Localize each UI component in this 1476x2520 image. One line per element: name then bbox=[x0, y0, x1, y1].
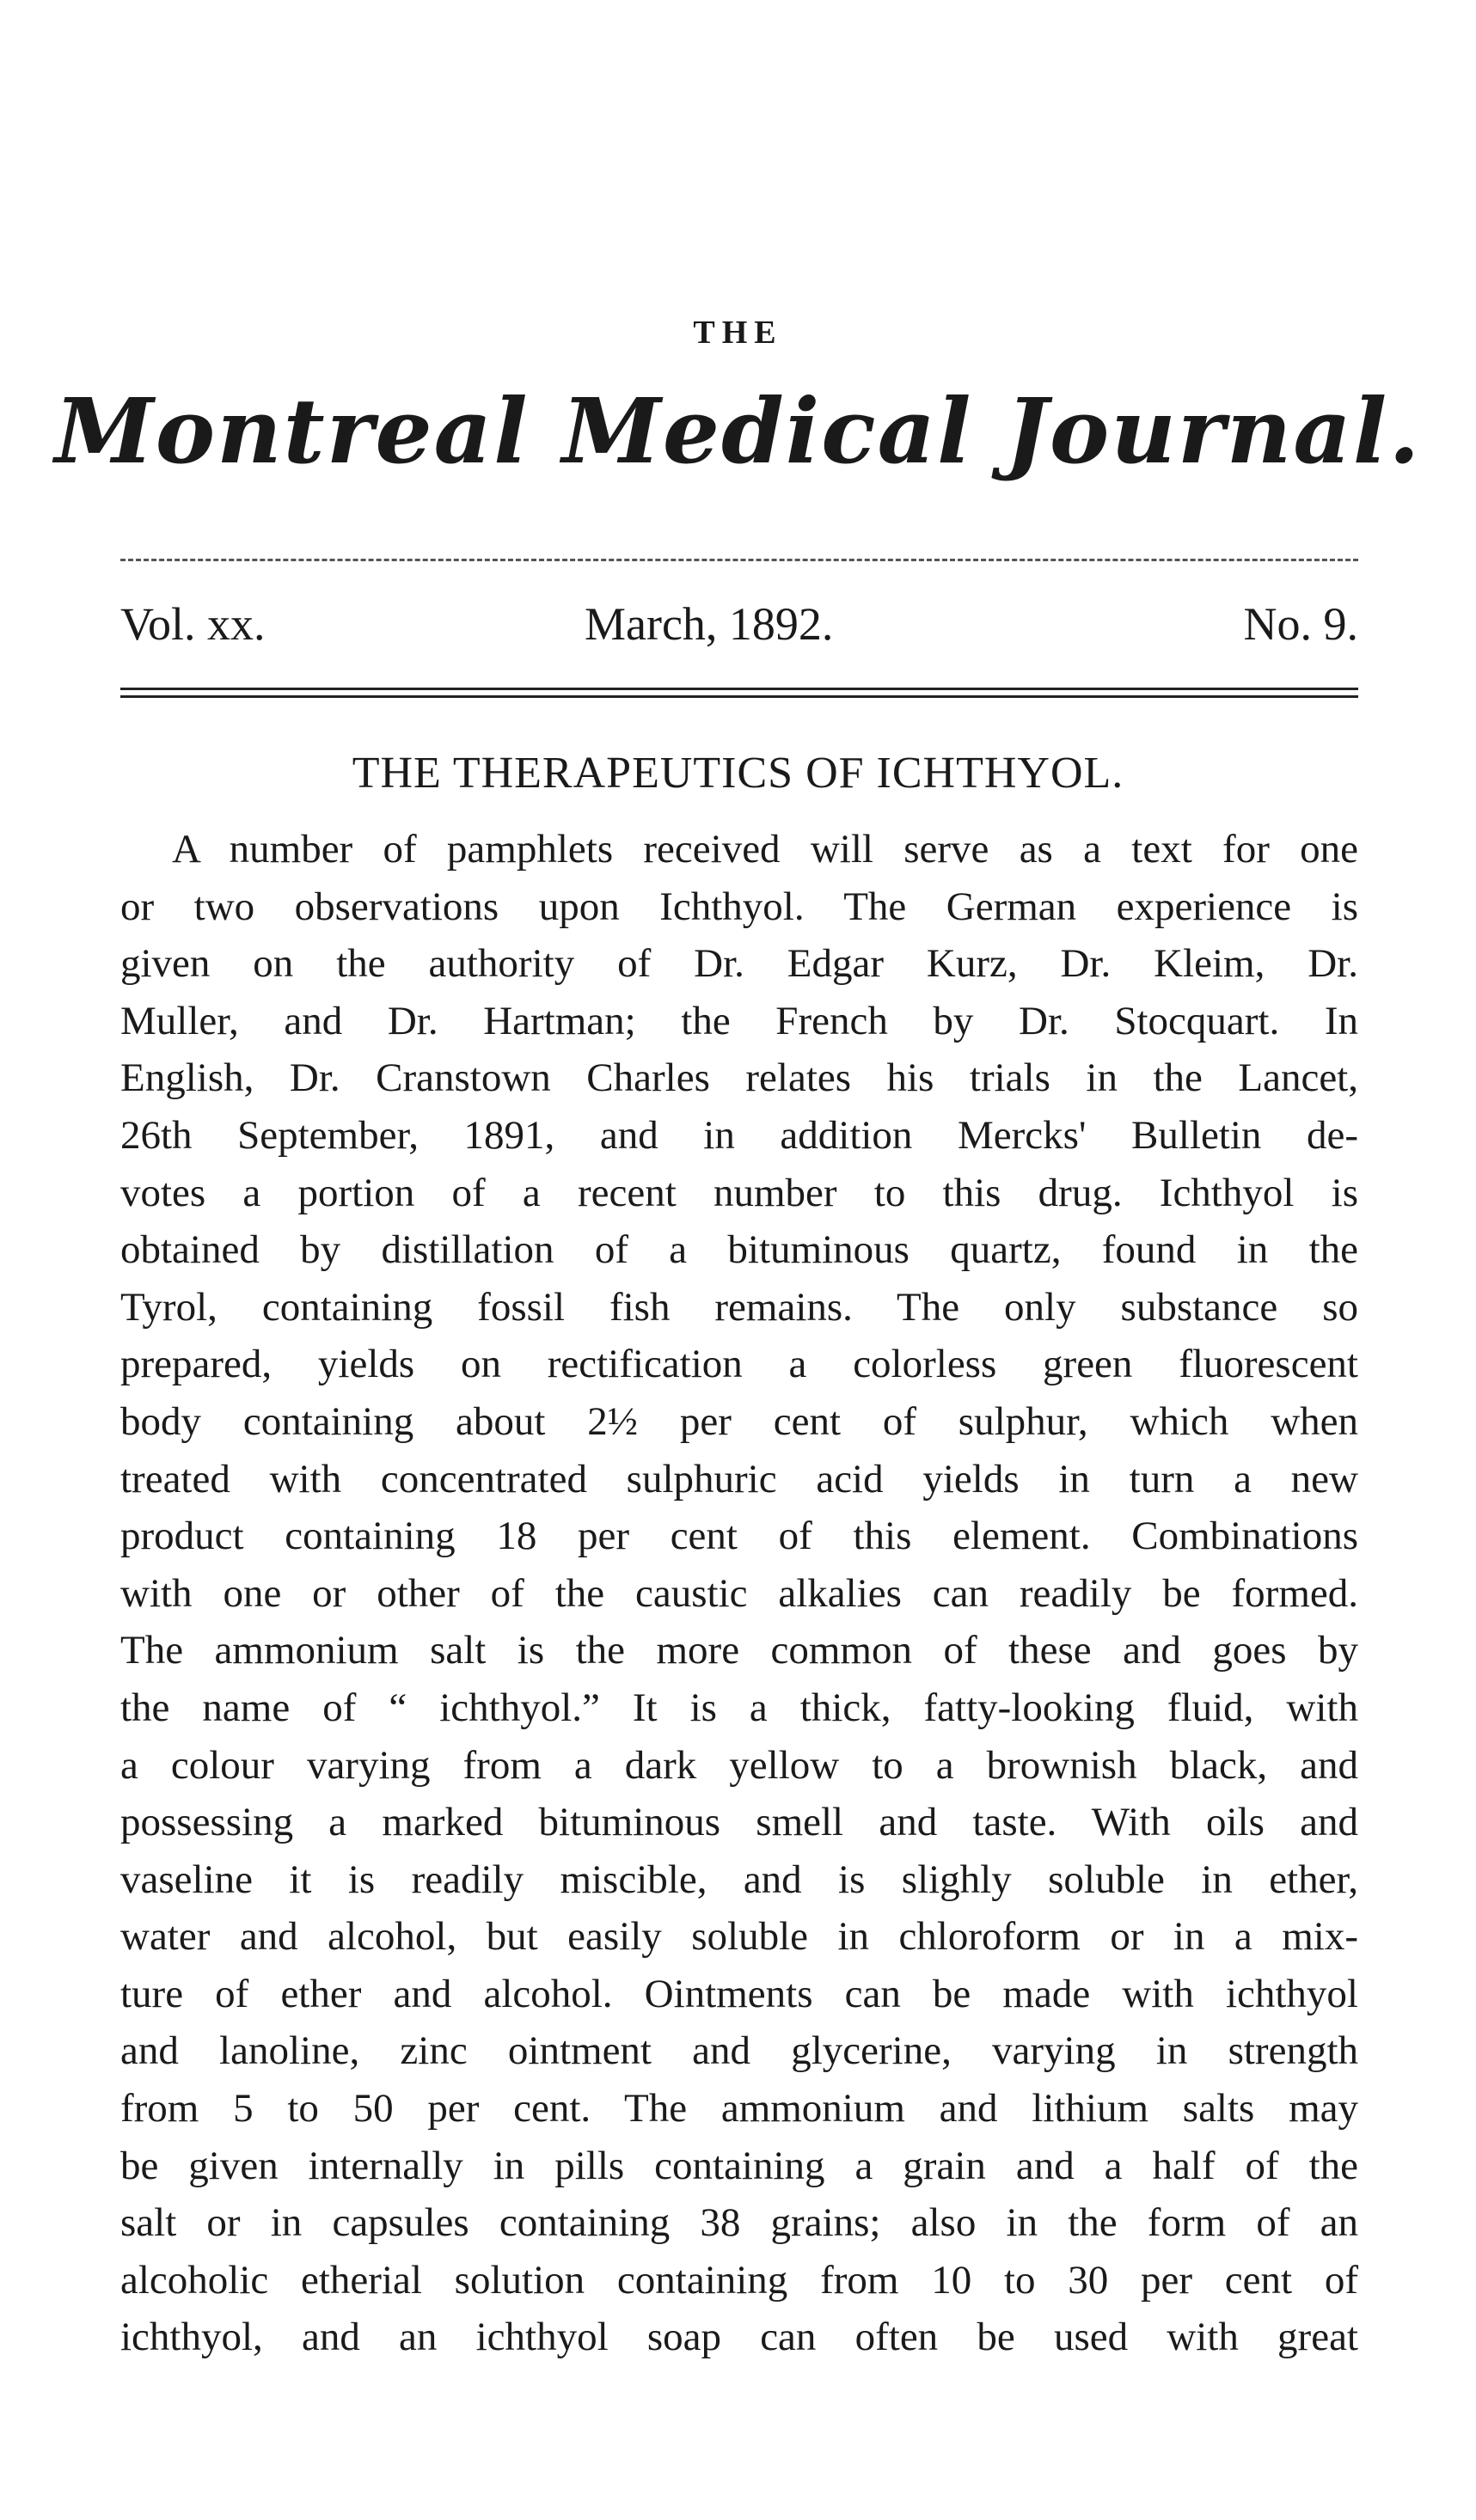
article-body bbox=[120, 821, 1358, 2366]
text-line: from 5 to 50 per cent. The ammonium and lithium salts may bbox=[120, 2086, 1358, 2132]
text-line: body containing about 2½ per cent of sulphur, which when bbox=[120, 1398, 1358, 1444]
text-line: or two observations upon Ichthyol. The German experience is bbox=[120, 884, 1358, 929]
double-rule bbox=[120, 688, 1358, 698]
text-line: salt or in capsules containing 38 grains; also in the form of an bbox=[120, 2200, 1358, 2246]
issue-line bbox=[120, 597, 1358, 658]
text-line: alcoholic etherial solution containing from 10 to 30 per cent of bbox=[120, 2257, 1358, 2303]
text-line: the name of “ ichthyol.” It is a thick, fatty-looking fluid, with bbox=[120, 1685, 1358, 1730]
text-line: English, Dr. Cranstown Charles relates his trials in the Lancet, bbox=[120, 1055, 1358, 1101]
text-line: possessing a marked bituminous smell and taste. With oils and bbox=[120, 1800, 1358, 1845]
text-line: ichthyol, and an ichthyol soap can often be used with great bbox=[120, 2315, 1358, 2360]
text-line: Muller, and Dr. Hartman; the French by Dr. Stocquart. In bbox=[120, 998, 1358, 1043]
article-title: THE THERAPEUTICS OF ICHTHYOL. bbox=[352, 749, 1124, 798]
text-line: ture of ether and alcohol. Ointments can be made with ichthyol bbox=[120, 1971, 1358, 2016]
text-line: treated with concentrated sulphuric acid yields in turn a new bbox=[120, 1456, 1358, 1502]
text-line: product containing 18 per cent of this element. Combinations bbox=[120, 1514, 1358, 1559]
text-line: and lanoline, zinc ointment and glycerine, varying in strength bbox=[120, 2028, 1358, 2074]
text-line: given on the authority of Dr. Edgar Kurz, Dr. Kleim, Dr. bbox=[120, 941, 1358, 987]
text-line: with one or other of the caustic alkalies can readily be formed. bbox=[120, 1570, 1358, 1616]
text-line: votes a portion of a recent number to this drug. Ichthyol is bbox=[120, 1170, 1358, 1215]
text-line: prepared, yields on rectification a colorless green fluorescent bbox=[120, 1342, 1358, 1387]
text-line: a colour varying from a dark yellow to a brownish black, and bbox=[120, 1742, 1358, 1788]
text-line: vaseline it is readily miscible, and is slighly soluble in ether, bbox=[120, 1856, 1358, 1902]
dashed-rule bbox=[120, 559, 1358, 561]
text-line: Tyrol, containing fossil fish remains. The only substance so bbox=[120, 1284, 1358, 1330]
text-line: water and alcohol, but easily soluble in chloroform or in a mix- bbox=[120, 1914, 1358, 1960]
text-line: 26th September, 1891, and in addition Mercks' Bulletin de- bbox=[120, 1112, 1358, 1158]
journal-title: Montreal Medical Journal. bbox=[54, 378, 1422, 484]
text-line: A number of pamphlets received will serve as a text for one bbox=[172, 827, 1358, 872]
issue-date: March, 1892. bbox=[585, 598, 834, 650]
masthead-the: THE bbox=[693, 315, 783, 351]
text-line: obtained by distillation of a bituminous quartz, found in the bbox=[120, 1227, 1358, 1273]
text-line: The ammonium salt is the more common of these and goes by bbox=[120, 1628, 1358, 1673]
text-line: be given internally in pills containing a grain and a half of the bbox=[120, 2143, 1358, 2188]
volume-label: Vol. xx. bbox=[120, 598, 266, 650]
issue-number: No. 9. bbox=[1243, 598, 1358, 650]
